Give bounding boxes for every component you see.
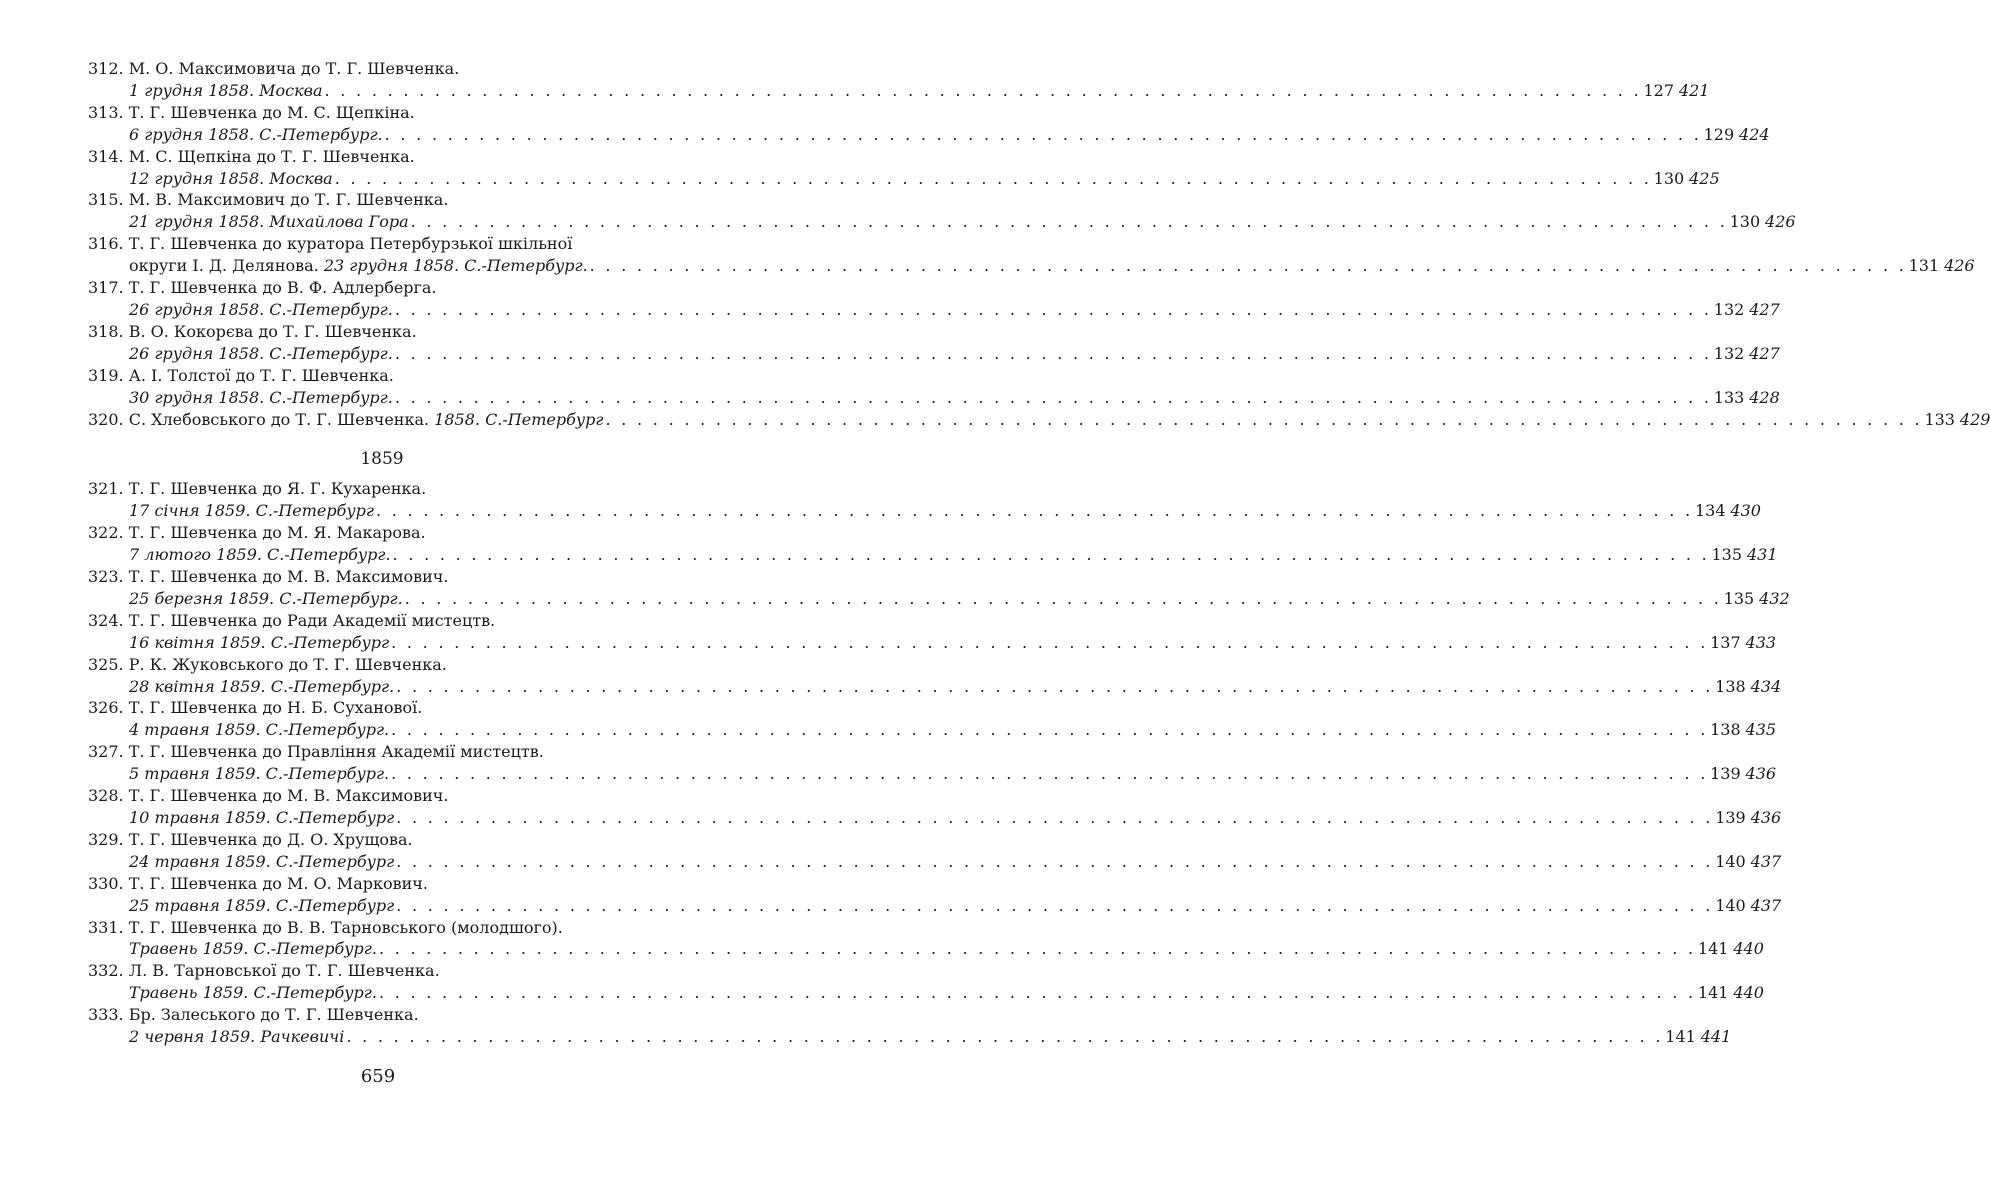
volume-page: 135 — [1711, 545, 1743, 565]
entry-date-place: 6 грудня 1858. С.-Петербург. — [129, 124, 383, 144]
entry-details — [88, 1026, 1732, 1048]
commentary-page: 431 — [1746, 545, 1778, 565]
entry-heading: 331. Т. Г. Шевченка до В. В. Тарновського (молодшого). — [88, 917, 563, 937]
volume-page: 130 — [1653, 168, 1685, 188]
entry-heading: 319. А. І. Толстої до Т. Г. Шевченка. — [88, 365, 394, 385]
volume-page: 137 — [1710, 632, 1741, 652]
entry-heading: 327. Т. Г. Шевченка до Правління Академії мистецтв. — [88, 742, 544, 762]
entry-date-place: Травень 1859. С.-Петербург. — [129, 939, 377, 959]
commentary-page: 425 — [1689, 168, 1720, 188]
entry-heading: 326. Т. Г. Шевченка до Н. Б. Суханової. — [88, 698, 423, 718]
commentary-page: 436 — [1745, 764, 1777, 784]
toc-entry — [88, 960, 1764, 1004]
entry-heading: 315. М. В. Максимович до Т. Г. Шевченка. — [88, 190, 449, 210]
toc-entry — [88, 58, 1710, 102]
toc-group-1859 — [88, 478, 1790, 1048]
entry-date-place: 28 квітня 1859. С.-Петербург. — [129, 676, 395, 696]
entry-heading: 321. Т. Г. Шевченка до Я. Г. Кухаренка. — [88, 479, 427, 499]
entry-date-place: 24 травня 1859. С.-Петербург — [129, 851, 395, 871]
entry-details — [88, 343, 1780, 365]
toc-entry — [88, 1004, 1732, 1048]
toc-entry — [88, 321, 1780, 365]
toc-entry — [88, 829, 1782, 873]
volume-page: 131 — [1908, 256, 1940, 276]
volume-page: 138 — [1715, 676, 1746, 696]
commentary-page: 432 — [1759, 588, 1790, 608]
entry-heading: 322. Т. Г. Шевченка до М. Я. Макарова. — [88, 523, 426, 543]
toc-entry — [88, 610, 1777, 654]
dot-leader: . . . . . . . . . . . . . . . . . . . . . . . . . . . . . . . . . . . . . . . . . . . . . . . . . . . . . . . . . . . . . . . . . . . . . . . . . . . . . . . . . . . . — [396, 676, 1714, 696]
page-number: 659 — [360, 1066, 396, 1087]
toc-entry — [88, 522, 1778, 566]
entry-details — [88, 851, 1782, 873]
volume-page: 139 — [1715, 808, 1746, 827]
commentary-page: 434 — [1750, 676, 1782, 696]
dot-leader: . . . . . . . . . . . . . . . . . . . . . . . . . . . . . . . . . . . . . . . . . . . . . . . . . . . . . . . . . . . . . . . . . . . . . . . . . . . . . . . . . . . . — [392, 545, 1710, 565]
volume-page: 141 — [1697, 939, 1729, 959]
toc-entry — [88, 697, 1777, 741]
entry-heading: 317. Т. Г. Шевченка до В. Ф. Адлерберга. — [88, 278, 437, 298]
entry-details — [88, 299, 1780, 321]
dot-leader: . . . . . . . . . . . . . . . . . . . . . . . . . . . . . . . . . . . . . . . . . . . . . . . . . . . . . . . . . . . . . . . . . . . . . . . . . . . . . . . . . . . . — [324, 80, 1642, 100]
commentary-page: 426 — [1765, 212, 1796, 232]
entry-heading: 312. М. О. Максимовича до Т. Г. Шевченка. — [88, 59, 460, 78]
entry-details — [88, 982, 1764, 1004]
dot-leader: . . . . . . . . . . . . . . . . . . . . . . . . . . . . . . . . . . . . . . . . . . . . . . . . . . . . . . . . . . . . . . . . . . . . . . . . . . . . . . . . . . . . — [378, 939, 1696, 959]
volume-page: 127 — [1643, 80, 1675, 100]
toc-entry — [88, 566, 1790, 610]
entry-details — [88, 255, 1975, 277]
entry-details — [88, 124, 1770, 146]
entry-details — [88, 387, 1780, 409]
entry-details — [88, 938, 1764, 960]
commentary-page: 427 — [1749, 343, 1780, 363]
entry-date-place: 21 грудня 1858. Михайлова Гора — [129, 212, 409, 232]
entry-heading: 332. Л. В. Тарновської до Т. Г. Шевченка. — [88, 961, 440, 981]
dot-leader: . . . . . . . . . . . . . . . . . . . . . . . . . . . . . . . . . . . . . . . . . . . . . . . . . . . . . . . . . . . . . . . . . . . . . . . . . . . . . . . . . . . . — [396, 851, 1714, 871]
commentary-page: 424 — [1739, 124, 1770, 144]
commentary-page: 440 — [1733, 939, 1764, 959]
entry-heading: 318. В. О. Кокорєва до Т. Г. Шевченка. — [88, 321, 417, 341]
entry-date-place: 2 червня 1859. Рачкевичі — [129, 1027, 345, 1047]
volume-page: 133 — [1713, 387, 1745, 407]
dot-leader: . . . . . . . . . . . . . . . . . . . . . . . . . . . . . . . . . . . . . . . . . . . . . . . . . . . . . . . . . . . . . . . . . . . . . . . . . . . . . . . . . . . . — [396, 895, 1714, 915]
entry-details — [88, 168, 1720, 190]
commentary-page: 433 — [1745, 632, 1777, 652]
entry-heading: 329. Т. Г. Шевченка до Д. О. Хрущова. — [88, 829, 413, 849]
commentary-page: 421 — [1678, 80, 1710, 100]
toc-entry — [88, 189, 1796, 233]
dot-leader: . . . . . . . . . . . . . . . . . . . . . . . . . . . . . . . . . . . . . . . . . . . . . . . . . . . . . . . . . . . . . . . . . . . . . . . . . . . . . . . . . . . . — [404, 588, 1722, 608]
entry-details — [88, 676, 1782, 698]
dot-leader: . . . . . . . . . . . . . . . . . . . . . . . . . . . . . . . . . . . . . . . . . . . . . . . . . . . . . . . . . . . . . . . . . . . . . . . . . . . . . . . . . . . . — [378, 983, 1696, 1003]
volume-page: 129 — [1703, 124, 1735, 144]
entry-heading: 314. М. С. Щепкіна до Т. Г. Шевченка. — [88, 146, 415, 166]
year-heading: 1859 — [360, 449, 404, 470]
volume-page: 132 — [1713, 299, 1745, 319]
commentary-page: 430 — [1730, 501, 1761, 521]
commentary-page: 427 — [1749, 299, 1780, 319]
toc-entry — [88, 365, 1780, 409]
commentary-page: 440 — [1733, 983, 1764, 1003]
entry-heading: 320. С. Хлебовського до Т. Г. Шевченка. 1858. С.-Петербург — [88, 409, 604, 429]
toc-entry — [88, 785, 1782, 829]
entry-details — [88, 719, 1777, 741]
entry-heading: 323. Т. Г. Шевченка до М. В. Максимович. — [88, 567, 449, 587]
volume-page: 130 — [1729, 212, 1761, 232]
entry-date-place: 12 грудня 1858. Москва — [129, 168, 333, 188]
entry-details — [88, 211, 1796, 233]
table-of-contents — [88, 58, 1990, 1048]
entry-date-place: 4 травня 1859. С.-Петербург. — [129, 720, 390, 740]
dot-leader: . . . . . . . . . . . . . . . . . . . . . . . . . . . . . . . . . . . . . . . . . . . . . . . . . . . . . . . . . . . . . . . . . . . . . . . . . . . . . . . . . . . . — [589, 256, 1907, 276]
entry-details — [88, 895, 1782, 917]
volume-page: 140 — [1715, 895, 1746, 915]
commentary-page: 428 — [1749, 387, 1780, 407]
toc-entry — [88, 741, 1777, 785]
dot-leader: . . . . . . . . . . . . . . . . . . . . . . . . . . . . . . . . . . . . . . . . . . . . . . . . . . . . . . . . . . . . . . . . . . . . . . . . . . . . . . . . . . . . — [391, 632, 1709, 652]
volume-page: 141 — [1697, 983, 1729, 1003]
toc-entry-316 — [88, 233, 1975, 277]
commentary-page: 437 — [1750, 895, 1782, 915]
toc-entry — [88, 873, 1782, 917]
toc-entry — [88, 478, 1761, 522]
dot-leader: . . . . . . . . . . . . . . . . . . . . . . . . . . . . . . . . . . . . . . . . . . . . . . . . . . . . . . . . . . . . . . . . . . . . . . . . . . . . . . . . . . . . — [396, 808, 1714, 827]
dot-leader: . . . . . . . . . . . . . . . . . . . . . . . . . . . . . . . . . . . . . . . . . . . . . . . . . . . . . . . . . . . . . . . . . . . . . . . . . . . . . . . . . . . . — [394, 387, 1712, 407]
volume-page: 140 — [1715, 851, 1746, 871]
entry-heading: 325. Р. К. Жуковського до Т. Г. Шевченка. — [88, 654, 447, 674]
dot-leader: . . . . . . . . . . . . . . . . . . . . . . . . . . . . . . . . . . . . . . . . . . . . . . . . . . . . . . . . . . . . . . . . . . . . . . . . . . . . . . . . . . . . — [605, 409, 1923, 429]
dot-leader: . . . . . . . . . . . . . . . . . . . . . . . . . . . . . . . . . . . . . . . . . . . . . . . . . . . . . . . . . . . . . . . . . . . . . . . . . . . . . . . . . . . . — [384, 124, 1702, 144]
commentary-page: 436 — [1750, 808, 1782, 827]
entry-date-place: 17 січня 1859. С.-Петербург — [129, 501, 374, 521]
entry-heading: 333. Бр. Залеського до Т. Г. Шевченка. — [88, 1005, 419, 1025]
volume-page: 135 — [1723, 588, 1755, 608]
commentary-page: 426 — [1944, 256, 1975, 276]
entry-details-text: округи І. Д. Делянова. 23 грудня 1858. С.-Петербург. — [129, 256, 588, 276]
toc-entry-320 — [88, 409, 1990, 431]
entry-details — [88, 807, 1782, 829]
dot-leader: . . . . . . . . . . . . . . . . . . . . . . . . . . . . . . . . . . . . . . . . . . . . . . . . . . . . . . . . . . . . . . . . . . . . . . . . . . . . . . . . . . . . — [334, 168, 1652, 188]
toc-entry — [88, 917, 1764, 961]
toc-entry — [88, 102, 1770, 146]
entry-date-place: 30 грудня 1858. С.-Петербург. — [129, 387, 393, 407]
entry-details — [88, 544, 1778, 566]
toc-entry — [88, 277, 1780, 321]
entry-details — [88, 80, 1710, 102]
dot-leader: . . . . . . . . . . . . . . . . . . . . . . . . . . . . . . . . . . . . . . . . . . . . . . . . . . . . . . . . . . . . . . . . . . . . . . . . . . . . . . . . . . . . — [376, 501, 1693, 521]
commentary-page: 429 — [1959, 409, 1990, 429]
dot-leader: . . . . . . . . . . . . . . . . . . . . . . . . . . . . . . . . . . . . . . . . . . . . . . . . . . . . . . . . . . . . . . . . . . . . . . . . . . . . . . . . . . . . — [394, 343, 1712, 363]
entry-date-place: 25 травня 1859. С.-Петербург — [129, 895, 395, 915]
toc-entry — [88, 146, 1720, 190]
dot-leader: . . . . . . . . . . . . . . . . . . . . . . . . . . . . . . . . . . . . . . . . . . . . . . . . . . . . . . . . . . . . . . . . . . . . . . . . . . . . . . . . . . . . — [410, 212, 1728, 232]
commentary-page: 435 — [1745, 720, 1777, 740]
volume-page: 132 — [1713, 343, 1745, 363]
volume-page: 138 — [1710, 720, 1741, 740]
entry-date-place: 10 травня 1859. С.-Петербург — [129, 808, 395, 827]
toc-group-1858-part2 — [88, 277, 1780, 408]
entry-details — [88, 763, 1777, 785]
volume-page: 141 — [1665, 1027, 1696, 1047]
entry-details — [88, 500, 1761, 522]
entry-date-place: 5 травня 1859. С.-Петербург. — [129, 764, 390, 784]
dot-leader: . . . . . . . . . . . . . . . . . . . . . . . . . . . . . . . . . . . . . . . . . . . . . . . . . . . . . . . . . . . . . . . . . . . . . . . . . . . . . . . . . . . . — [394, 299, 1712, 319]
entry-date-place: 7 лютого 1859. С.-Петербург. — [129, 545, 391, 565]
commentary-page: 441 — [1700, 1027, 1732, 1047]
volume-page: 139 — [1710, 764, 1741, 784]
entry-date-place: Травень 1859. С.-Петербург. — [129, 983, 377, 1003]
entry-details — [88, 632, 1777, 654]
volume-page: 134 — [1694, 501, 1726, 521]
toc-entry — [88, 654, 1782, 698]
entry-date-place: 1 грудня 1858. Москва — [129, 80, 323, 100]
commentary-page: 437 — [1750, 851, 1782, 871]
entry-date-place: 26 грудня 1858. С.-Петербург. — [129, 343, 393, 363]
dot-leader: . . . . . . . . . . . . . . . . . . . . . . . . . . . . . . . . . . . . . . . . . . . . . . . . . . . . . . . . . . . . . . . . . . . . . . . . . . . . . . . . . . . . — [391, 764, 1709, 784]
entry-heading: 328. Т. Г. Шевченка до М. В. Максимович. — [88, 786, 449, 806]
entry-date-place: 25 березня 1859. С.-Петербург. — [129, 588, 403, 608]
entry-date-place: 26 грудня 1858. С.-Петербург. — [129, 299, 393, 319]
entry-heading: 324. Т. Г. Шевченка до Ради Академії мистецтв. — [88, 610, 496, 630]
entry-heading: 330. Т. Г. Шевченка до М. О. Маркович. — [88, 873, 428, 893]
entry-details — [88, 588, 1790, 610]
entry-heading: 313. Т. Г. Шевченка до М. С. Щепкіна. — [88, 102, 415, 122]
entry-heading: 316. Т. Г. Шевченка до куратора Петербурзької шкільної — [88, 234, 573, 254]
dot-leader: . . . . . . . . . . . . . . . . . . . . . . . . . . . . . . . . . . . . . . . . . . . . . . . . . . . . . . . . . . . . . . . . . . . . . . . . . . . . . . . . . . . . — [346, 1027, 1664, 1047]
entry-date-place: 16 квітня 1859. С.-Петербург — [129, 632, 390, 652]
dot-leader: . . . . . . . . . . . . . . . . . . . . . . . . . . . . . . . . . . . . . . . . . . . . . . . . . . . . . . . . . . . . . . . . . . . . . . . . . . . . . . . . . . . . — [391, 720, 1709, 740]
toc-group-1858-part1 — [88, 58, 1796, 233]
volume-page: 133 — [1924, 409, 1955, 429]
